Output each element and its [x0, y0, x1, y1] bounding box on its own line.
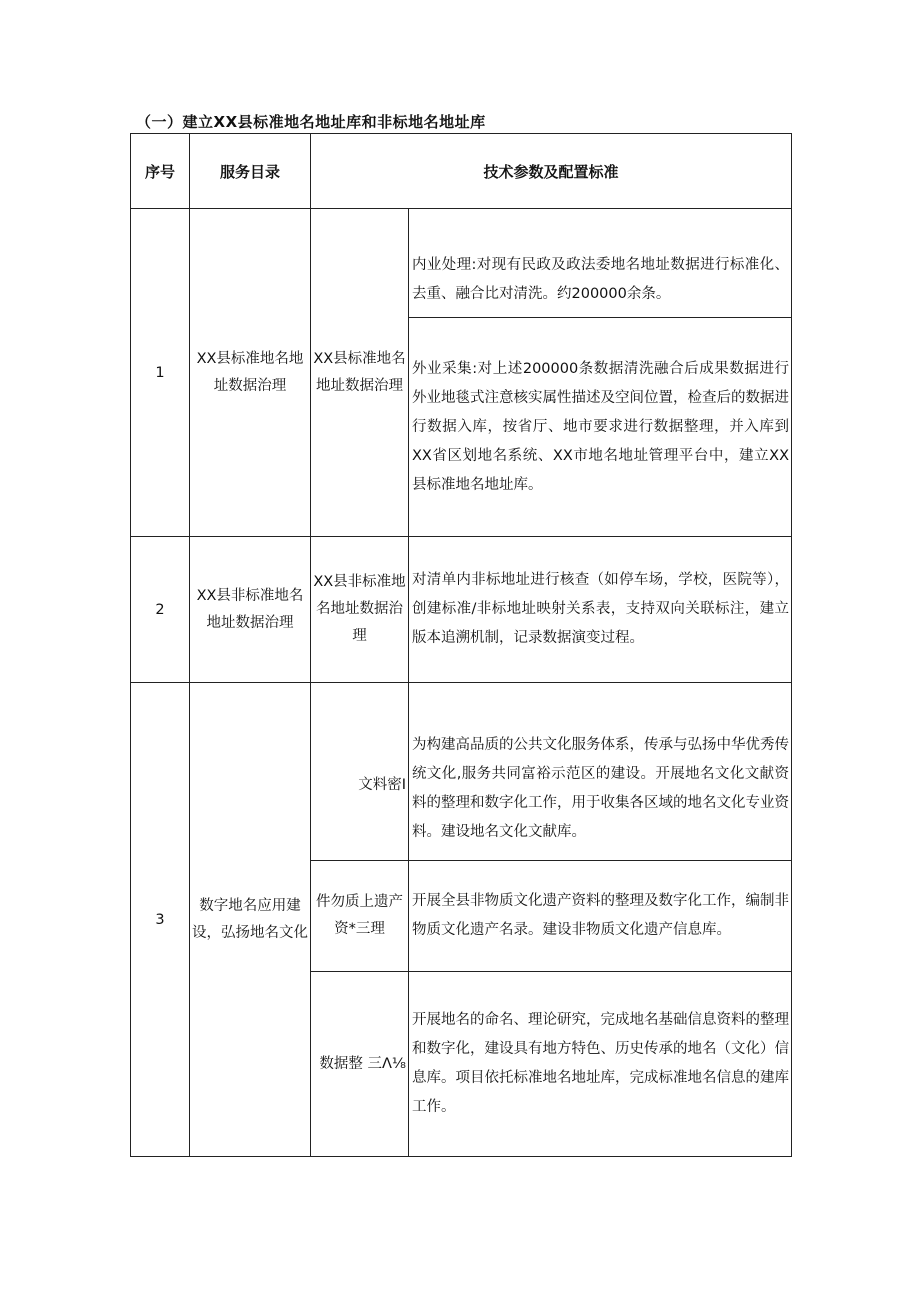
row-detail: 内业处理:对现有民政及政法委地名地址数据进行标准化、去重、融合比对清洗。约200000余条。 [409, 209, 792, 318]
row-seq: 3 [131, 683, 190, 1157]
row-catalog: 数字地名应用建设，弘扬地名文化 [190, 683, 311, 1157]
row-sub-catalog: 文料密I [311, 683, 409, 861]
row-seq: 1 [131, 209, 190, 537]
section-heading: （一）建立XX县标准地名地址库和非标地名地址库 [136, 113, 486, 131]
row-detail: 为构建高品质的公共文化服务体系，传承与弘扬中华优秀传统文化,服务共同富裕示范区的建设。开展地名文化文献资料的整理和数字化工作，用于收集各区域的地名文化专业资料。建设地名文化文献库。 [409, 683, 792, 861]
header-params: 技术参数及配置标准 [311, 134, 792, 209]
table-row [131, 209, 792, 318]
table-row [131, 683, 792, 861]
row-detail: 开展地名的命名、理论研究，完成地名基础信息资料的整理和数字化，建设具有地方特色、历史传承的地名（文化）信息库。项目依托标准地名地址库，完成标准地名信息的建库工作。 [409, 972, 792, 1157]
header-seq: 序号 [131, 134, 190, 209]
row-detail: 开展全县非物质文化遗产资料的整理及数字化工作，编制非物质文化遗产名录。建设非物质文化遗产信息库。 [409, 861, 792, 972]
row-catalog: XX县标准地名地址数据治理 [190, 209, 311, 537]
row-sub-catalog: XX县标准地名地址数据治理 [311, 209, 409, 537]
row-sub-catalog: 件勿质上遗产资*三理 [311, 861, 409, 972]
row-catalog: XX县非标准地名地址数据治理 [190, 537, 311, 683]
table-header-row [131, 134, 792, 209]
table-row [131, 537, 792, 683]
row-seq: 2 [131, 537, 190, 683]
header-catalog: 服务目录 [190, 134, 311, 209]
row-sub-catalog: 数据整 三Λ⅛ [311, 972, 409, 1157]
row-detail: 外业采集:对上述200000条数据清洗融合后成果数据进行外业地毯式注意核实属性描述及空间位置，检查后的数据进行数据入库，按省厅、地市要求进行数据整理，并入库到XX省区划地名系统、XX市地名地址管理平台中，建立XX县标准地名地址库。 [409, 318, 792, 537]
row-sub-catalog: XX县非标准地名地址数据治理 [311, 537, 409, 683]
service-table [130, 133, 792, 1157]
row-detail: 对清单内非标地址进行核查（如停车场，学校，医院等），创建标准/非标地址映射关系表，支持双向关联标注，建立版本追溯机制，记录数据演变过程。 [409, 537, 792, 683]
